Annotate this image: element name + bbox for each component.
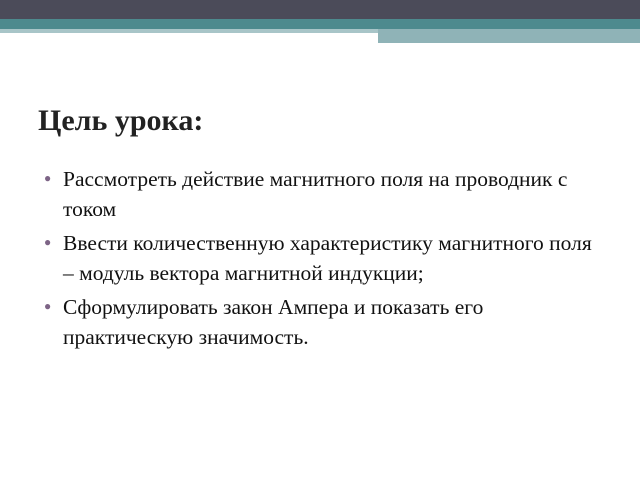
slide-title: Цель урока: bbox=[38, 104, 204, 137]
bullet-text: Ввести количественную характеристику магнитного поля – модуль вектора магнитной индукции; bbox=[63, 231, 592, 285]
bullet-item bbox=[44, 292, 604, 352]
bullet-item bbox=[44, 228, 604, 288]
top-teal-bar bbox=[0, 19, 640, 29]
top-right-accent-bar bbox=[378, 29, 640, 43]
bullet-text: Сформулировать закон Ампера и показать его практическую значимость. bbox=[63, 295, 484, 349]
top-dark-bar bbox=[0, 0, 640, 19]
top-light-stripe bbox=[0, 29, 378, 33]
bullet-list bbox=[44, 164, 604, 356]
bullet-text: Рассмотреть действие магнитного поля на проводник с током bbox=[63, 167, 568, 221]
bullet-marker-icon bbox=[44, 236, 53, 246]
bullet-marker-icon bbox=[44, 300, 53, 310]
bullet-item bbox=[44, 164, 604, 224]
bullet-marker-icon bbox=[44, 172, 53, 182]
